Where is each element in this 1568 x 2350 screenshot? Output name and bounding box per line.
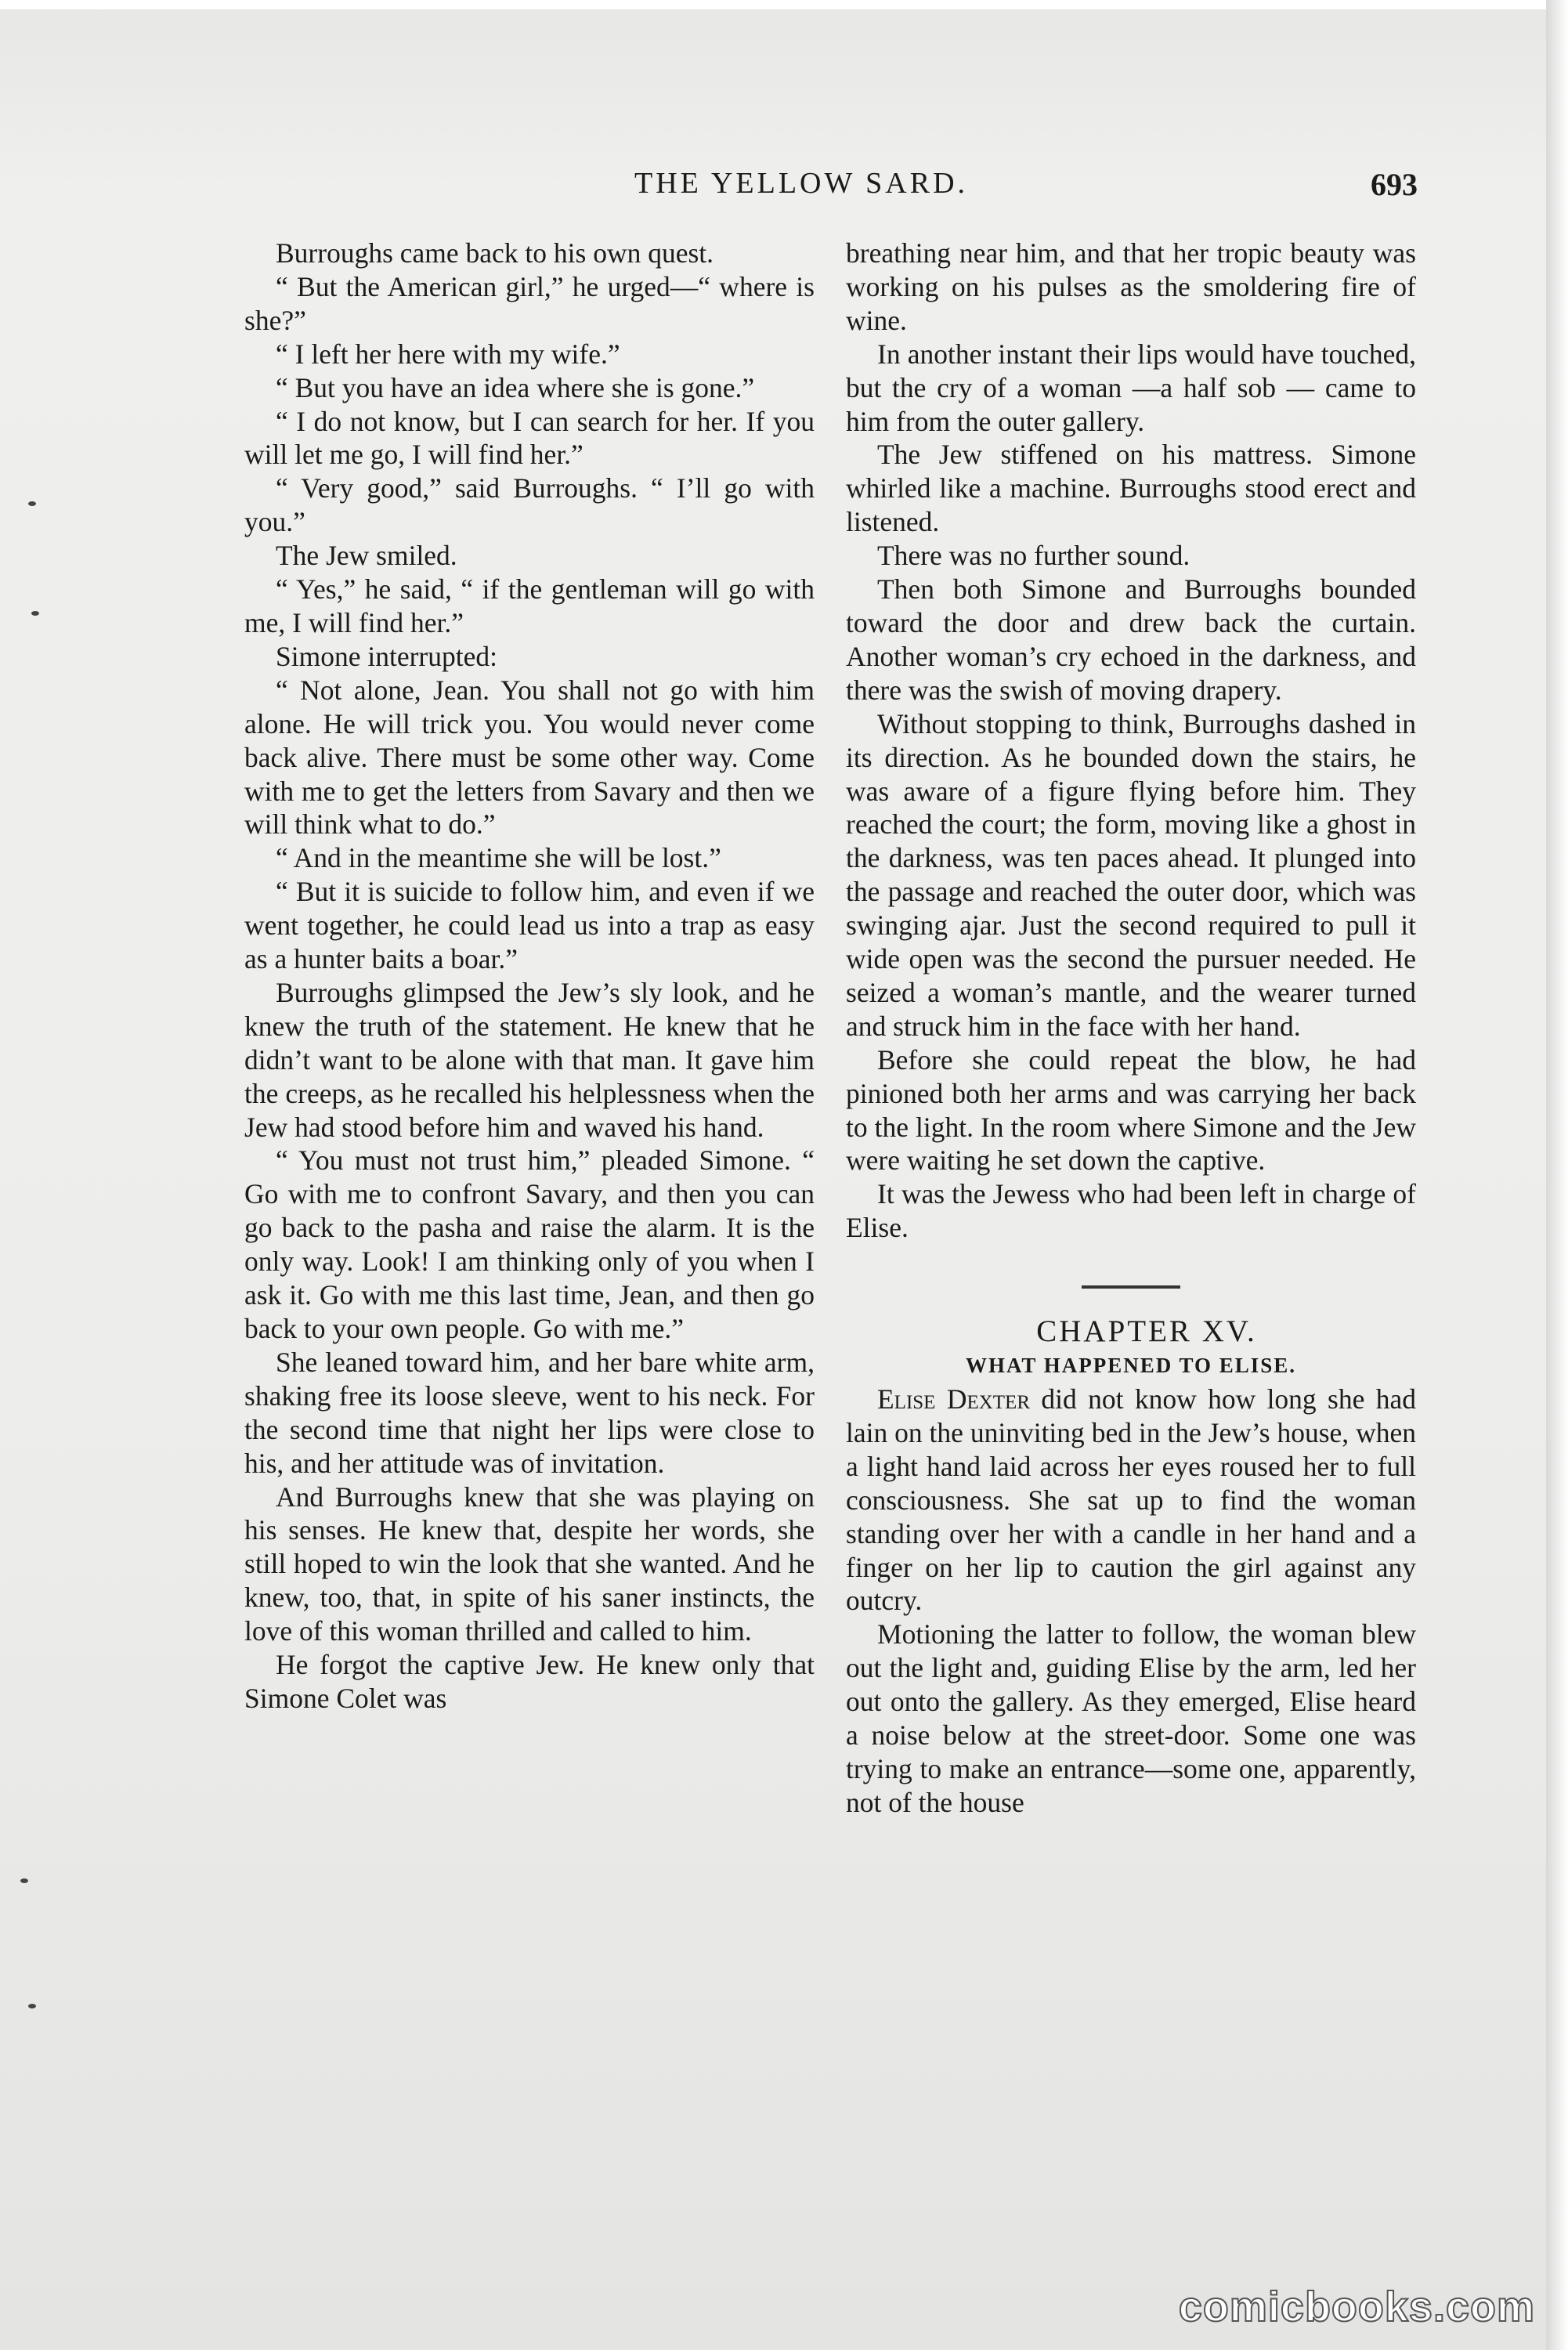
paragraph: There was no further sound. bbox=[877, 540, 1190, 572]
paragraph: He forgot the captive Jew. He knew only that Simone Colet was bbox=[244, 1649, 815, 1714]
paragraph: Burroughs came back to his own quest. bbox=[276, 237, 714, 269]
paragraph: Simone interrupted: bbox=[276, 640, 497, 672]
paragraph bbox=[846, 1383, 1416, 1618]
page-number: 693 bbox=[1371, 167, 1418, 202]
watermark-logo: comicbooks.com bbox=[1178, 2283, 1535, 2330]
paragraph: breathing near him, and that her tropic beauty was working on his pulses as the smoldering fire of wine. bbox=[846, 237, 1416, 336]
section-divider bbox=[1082, 1285, 1180, 1289]
lead-in-text: did not know how long she had lain on the uninviting bed in the Jew’s house, when a light hand laid across her eyes roused her to full consciousness. She sat up to find the woman standing over her with a candle in her hand and a finger on her lip to caution the girl against any outcry. bbox=[846, 1383, 1416, 1617]
paragraph: Without stopping to think, Burroughs dashed in its direction. As he bounded down the stairs, he was aware of a figure flying before him. They reached the court; the form, moving like a ghost in the darkness, was ten paces ahead. It plunged into the passage and reached the outer door, which was swinging ajar. Just the second required to pull it wide open was the second the pursuer needed. He seized a woman’s mantle, and the wearer turned and struck him in the face with her hand. bbox=[846, 707, 1416, 1042]
right-column bbox=[846, 237, 1416, 1820]
left-column bbox=[244, 237, 815, 1716]
paragraph: “ But it is suicide to follow him, and even if we went together, he could lead us into a trap as easy as a hunter baits a boar.” bbox=[244, 876, 815, 975]
paragraph: “ I left her here with my wife.” bbox=[276, 338, 620, 370]
paragraph: Before she could repeat the blow, he had pinioned both her arms and was carrying her back to the light. In the room where Simone and the Jew were waiting he set down the captive. bbox=[846, 1043, 1416, 1177]
print-speck bbox=[20, 1878, 28, 1883]
page-edge-top bbox=[0, 0, 1568, 9]
paragraph: Burroughs glimpsed the Jew’s sly look, and he knew the truth of the statement. He knew that he didn’t want to be alone with that man. It gave him the creeps, as he recalled his helplessness when the Jew had stood before him and waved his hand. bbox=[244, 976, 815, 1143]
running-title: THE YELLOW SARD. bbox=[634, 167, 969, 200]
paragraph: “ Yes,” he said, “ if the gentleman will go with me, I will find her.” bbox=[244, 573, 815, 638]
paragraph: It was the Jewess who had been left in charge of Elise. bbox=[846, 1178, 1416, 1244]
paragraph: “ But you have an idea where she is gone.” bbox=[276, 371, 755, 403]
paragraph: “ And in the meantime she will be lost.” bbox=[276, 842, 721, 874]
paragraph: The Jew smiled. bbox=[276, 540, 457, 572]
page-edge-right bbox=[1546, 0, 1568, 2350]
paragraph: “ I do not know, but I can search for her. If you will let me go, I will find her.” bbox=[244, 405, 815, 471]
paragraph: And Burroughs knew that she was playing on his senses. He knew that, despite her words, she still hoped to win the look that she wanted. And he knew, too, that, in spite of his saner instincts, the love of this woman thrilled and called to him. bbox=[244, 1480, 815, 1647]
paragraph: The Jew stiffened on his mattress. Simone whirled like a machine. Burroughs stood erect and listened. bbox=[846, 439, 1416, 538]
paragraph: “ Very good,” said Burroughs. “ I’ll go with you.” bbox=[244, 472, 815, 538]
print-speck bbox=[28, 2004, 36, 2008]
paragraph: In another instant their lips would have touched, but the cry of a woman —a half sob — came to him from the outer gallery. bbox=[846, 338, 1416, 437]
print-speck bbox=[31, 611, 39, 616]
print-speck bbox=[28, 501, 36, 506]
paragraph: She leaned toward him, and her bare white arm, shaking free its loose sleeve, went to his neck. For the second time that night her lips were close to his, and her attitude was of invitation. bbox=[244, 1346, 815, 1479]
paragraph: Motioning the latter to follow, the woman blew out the light and, guiding Elise by the arm, led her out onto the gallery. As they emerged, Elise heard a noise below at the street-door. Some one was trying to make an entrance—some one, apparently, not of the house bbox=[846, 1618, 1416, 1818]
page-header bbox=[243, 166, 1418, 213]
chapter-subtitle: WHAT HAPPENED TO ELISE. bbox=[965, 1354, 1297, 1378]
lead-in-name: Elise Dexter bbox=[877, 1383, 1030, 1415]
paragraph: “ But the American girl,” he urged—“ where is she?” bbox=[244, 270, 815, 336]
paragraph: Then both Simone and Burroughs bounded toward the door and drew back the curtain. Another woman’s cry echoed in the darkness, and there was the swish of moving drapery. bbox=[846, 573, 1416, 706]
paragraph: “ Not alone, Jean. You shall not go with him alone. He will trick you. You would never come back alive. There must be some other way. Come with me to get the letters from Savary and then we will think what to do.” bbox=[244, 674, 815, 841]
chapter-title: CHAPTER XV. bbox=[1036, 1314, 1257, 1349]
paragraph: “ You must not trust him,” pleaded Simone. “ Go with me to confront Savary, and then you can go back to the pasha and raise the alarm. It is the only way. Look! I am thinking only of you when I ask it. Go with me this last time, Jean, and then go back to your own people. Go with me.” bbox=[244, 1144, 815, 1344]
